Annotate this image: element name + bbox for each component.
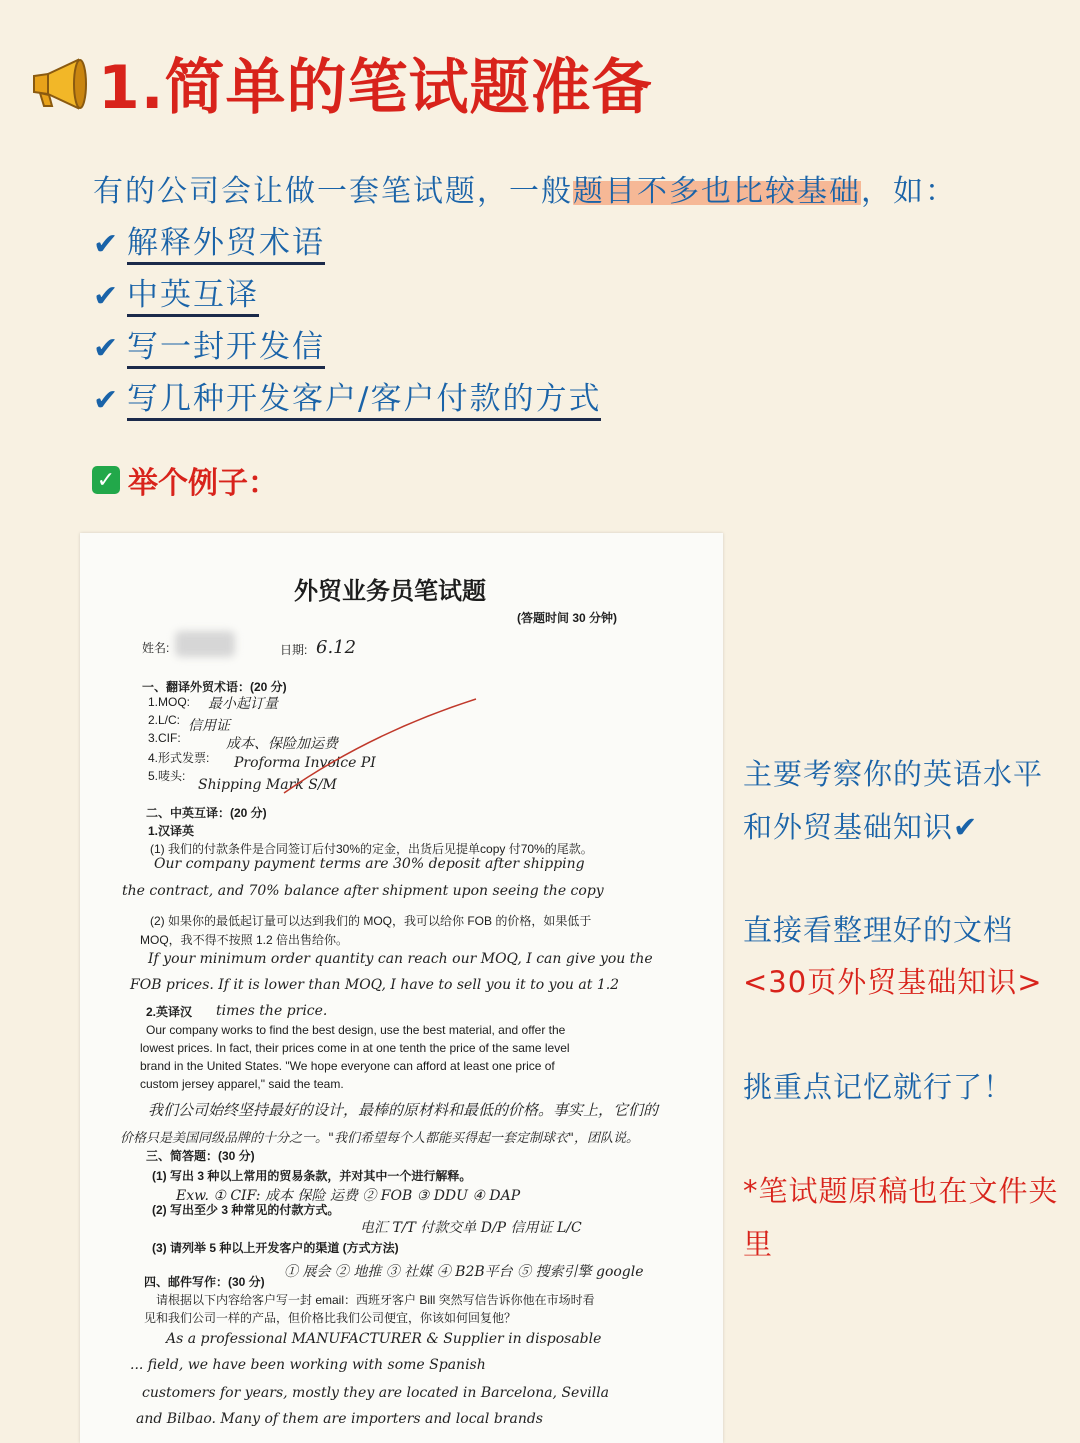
paper-answer: 最小起订量 bbox=[208, 696, 278, 712]
paper-name-label: 姓名: bbox=[142, 641, 170, 655]
paper-answer: 信用证 bbox=[188, 718, 230, 734]
paper-s3q3: (3) 请列举 5 种以上开发客户的渠道 (方式方法) bbox=[152, 1241, 399, 1255]
example-heading bbox=[92, 458, 278, 502]
example-label: 举个例子： bbox=[128, 466, 278, 501]
paper-en-line: lowest prices. In fact, their prices come in at one tenth the price of the same level bbox=[140, 1041, 570, 1055]
paper-section4: 四、邮件写作：(30 分) bbox=[144, 1275, 265, 1289]
intro-text bbox=[93, 166, 957, 210]
paper-q2-line1: (2) 如果你的最低起订量可以达到我们的 MOQ，我可以给你 FOB 的价格，如果低于 bbox=[150, 914, 592, 928]
paper-zh-answer-line2: 价格只是美国同级品牌的十分之一。"我们希望每个人都能买得起一套定制球衣"，团队说。 bbox=[120, 1131, 639, 1146]
paper-en-line: Our company works to find the best design, use the best material, and offer the bbox=[146, 1023, 566, 1037]
paper-sub1: 1.汉译英 bbox=[148, 824, 195, 838]
paper-letter-line: customers for years, mostly they are located in Barcelona, Sevilla bbox=[142, 1385, 610, 1401]
checkmark-icon: ✔ bbox=[93, 382, 119, 418]
paper-s4q-line1: 请根据以下内容给客户写一封 email：西班牙客户 Bill 突然写信告诉你他在市场时看 bbox=[156, 1293, 595, 1307]
paper-section3: 三、简答题：(30 分) bbox=[146, 1149, 255, 1163]
pen-stroke-mark bbox=[280, 693, 480, 803]
paper-answer: 成本、保险加运费 bbox=[226, 736, 338, 752]
paper-a2-line1: If your minimum order quantity can reach our MOQ, I can give you the bbox=[148, 951, 653, 967]
paper-a2-line3: times the price. bbox=[216, 1003, 328, 1019]
paper-s3q1: (1) 写出 3 种以上常用的贸易条款，并对其中一个进行解释。 bbox=[152, 1169, 472, 1183]
paper-s3a2: 电汇 T/T 付款交单 D/P 信用证 L/C bbox=[360, 1220, 582, 1236]
page-title: 1.简单的笔试题准备 bbox=[98, 53, 653, 123]
paper-en-line: brand in the United States. "We hope everyone can afford at least one price of bbox=[140, 1059, 555, 1073]
intro-highlight: 题目不多也比较基础 bbox=[573, 174, 861, 209]
paper-term: 1.MOQ: bbox=[148, 695, 191, 709]
paper-term: 2.L/C: bbox=[148, 713, 181, 727]
exam-paper-photo bbox=[80, 533, 723, 1443]
paper-q1: (1) 我们的付款条件是合同签订后付30%的定金，出货后见提单copy 付70%的尾款。 bbox=[150, 842, 593, 856]
paper-a1-line2: the contract, and 70% balance after shipment upon seeing the copy bbox=[122, 883, 604, 899]
paper-time-note: (答题时间 30 分钟) bbox=[517, 611, 618, 625]
paper-q2-line2: MOQ，我不得不按照 1.2 倍出售给你。 bbox=[140, 933, 349, 947]
intro-after: ，如： bbox=[861, 174, 957, 209]
paper-s4q-line2: 见和我们公司一样的产品，但价格比我们公司便宜，你该如何回复他？ bbox=[144, 1311, 517, 1325]
paper-term: 5.唛头: bbox=[148, 769, 186, 783]
side-note: 直接看整理好的文档 bbox=[743, 913, 1014, 947]
paper-en-line: custom jersey apparel," said the team. bbox=[140, 1077, 344, 1091]
side-note: 挑重点记忆就行了！ bbox=[743, 1070, 1014, 1104]
paper-date-value: 6.12 bbox=[316, 637, 357, 658]
side-note: 主要考察你的英语水平和外贸基础知识✔ bbox=[743, 757, 1044, 844]
check-list bbox=[93, 218, 601, 426]
check-item-label: 中英互译 bbox=[127, 276, 259, 317]
paper-letter-line: and Bilbao. Many of them are importers and local brands bbox=[136, 1411, 543, 1427]
paper-section1: 一、翻译外贸术语：(20 分) bbox=[142, 680, 287, 694]
paper-s3q2: (2) 写出至少 3 种常见的付款方式。 bbox=[152, 1203, 340, 1217]
blurred-name bbox=[175, 631, 235, 657]
check-item bbox=[93, 322, 601, 374]
paper-a1-line1: Our company payment terms are 30% deposit after shipping bbox=[154, 856, 585, 872]
check-item bbox=[93, 374, 601, 426]
title-row bbox=[26, 40, 653, 126]
paper-term: 3.CIF: bbox=[148, 731, 181, 745]
paper-letter-line: As a professional MANUFACTURER & Supplier in disposable bbox=[166, 1331, 602, 1347]
checkmark-icon: ✔ bbox=[93, 330, 119, 366]
intro-before: 有的公司会让做一套笔试题，一般 bbox=[93, 174, 573, 209]
paper-section2: 二、中英互译：(20 分) bbox=[146, 806, 267, 820]
megaphone-icon bbox=[26, 48, 96, 118]
paper-zh-answer-line1: 我们公司始终坚持最好的设计，最棒的原材料和最低的价格。事实上，它们的 bbox=[148, 1101, 659, 1119]
check-item-label: 写一封开发信 bbox=[127, 328, 325, 369]
paper-s3a1: Exw. ① CIF: 成本 保险 运费 ② FOB ③ DDU ④ DAP bbox=[176, 1188, 521, 1204]
check-item-label: 写几种开发客户/客户付款的方式 bbox=[127, 380, 601, 421]
paper-answer: Shipping Mark S/M bbox=[198, 777, 337, 793]
paper-date-label: 日期: bbox=[280, 643, 308, 657]
green-check-icon: ✓ bbox=[92, 466, 120, 494]
check-item bbox=[93, 270, 601, 322]
paper-s3a3: ① 展会 ② 地推 ③ 社媒 ④ B2B平台 ⑤ 搜索引擎 google bbox=[284, 1264, 644, 1280]
side-note-highlight: *笔试题原稿也在文件夹里 bbox=[743, 1174, 1059, 1261]
check-item-label: 解释外贸术语 bbox=[127, 224, 325, 265]
checkmark-icon: ✔ bbox=[93, 278, 119, 314]
checkmark-icon: ✔ bbox=[93, 226, 119, 262]
paper-letter-line: ... field, we have been working with some Spanish bbox=[130, 1357, 486, 1373]
paper-title: 外贸业务员笔试题 bbox=[294, 576, 486, 605]
paper-answer: Proforma Invoice PI bbox=[234, 755, 376, 771]
side-note-highlight: <30页外贸基础知识> bbox=[743, 965, 1043, 999]
check-item bbox=[93, 218, 601, 270]
paper-term: 4.形式发票: bbox=[148, 751, 210, 765]
paper-sub2: 2.英译汉 bbox=[146, 1005, 193, 1019]
paper-a2-line2: FOB prices. If it is lower than MOQ, I have to sell you it to you at 1.2 bbox=[130, 977, 620, 993]
